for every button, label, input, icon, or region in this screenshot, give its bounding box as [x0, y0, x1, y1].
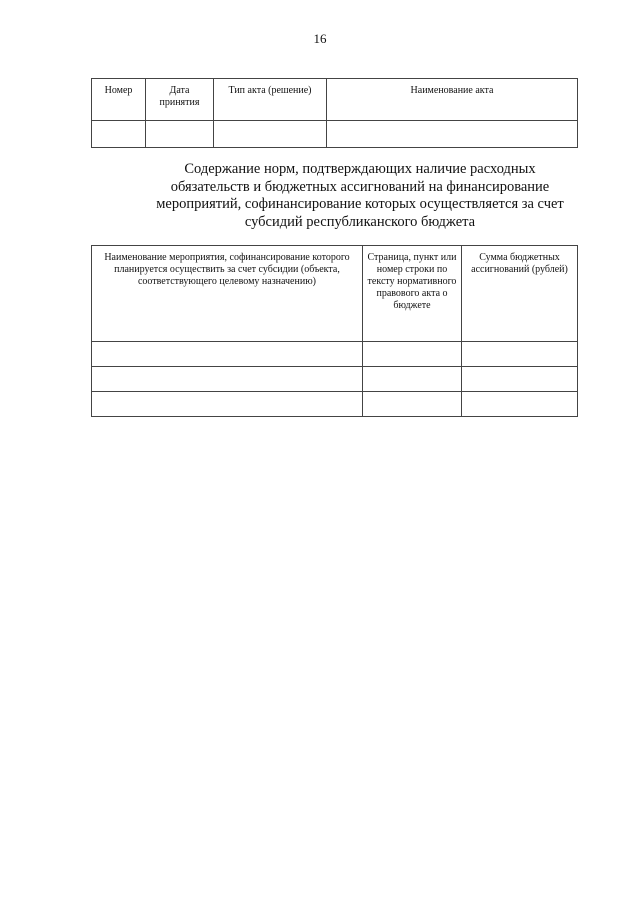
table-cell — [363, 367, 462, 392]
header-date: Дата принятия — [146, 79, 214, 121]
table-cell — [462, 392, 578, 417]
header-number: Номер — [92, 79, 146, 121]
table-row — [92, 367, 578, 392]
acts-table — [91, 78, 578, 148]
header-page-item: Страница, пункт или номер строки по тексту нормативного правового акта о бюджете — [363, 246, 462, 342]
table-cell — [327, 121, 578, 148]
table-cell — [363, 392, 462, 417]
table-cell — [92, 392, 363, 417]
header-budget-sum: Сумма бюджетных ассигнований (рублей) — [462, 246, 578, 342]
table-row — [92, 121, 578, 148]
header-act-name: Наименование акта — [327, 79, 578, 121]
table-cell — [462, 342, 578, 367]
table-cell — [363, 342, 462, 367]
table-cell — [92, 121, 146, 148]
header-act-type: Тип акта (решение) — [214, 79, 327, 121]
page-number: 16 — [313, 31, 327, 46]
header-activity-name: Наименование мероприятия, софинансирование которого планируется осуществить за счет субсидии (объекта, соответствующего целевому назначению) — [92, 246, 363, 342]
table-header-row — [92, 246, 578, 342]
table-row — [92, 342, 578, 367]
table-cell — [214, 121, 327, 148]
table-row — [92, 392, 578, 417]
table-cell — [462, 367, 578, 392]
table-cell — [92, 367, 363, 392]
table-header-row — [92, 79, 578, 121]
table-cell — [92, 342, 363, 367]
table-cell — [146, 121, 214, 148]
norms-table — [91, 245, 578, 417]
section-title: Содержание норм, подтверждающих наличие расходных обязательств и бюджетных ассигнований на финансирование мероприятий, софинансирование которых осуществляется за счет субсидий республиканского бюджета — [156, 161, 564, 230]
